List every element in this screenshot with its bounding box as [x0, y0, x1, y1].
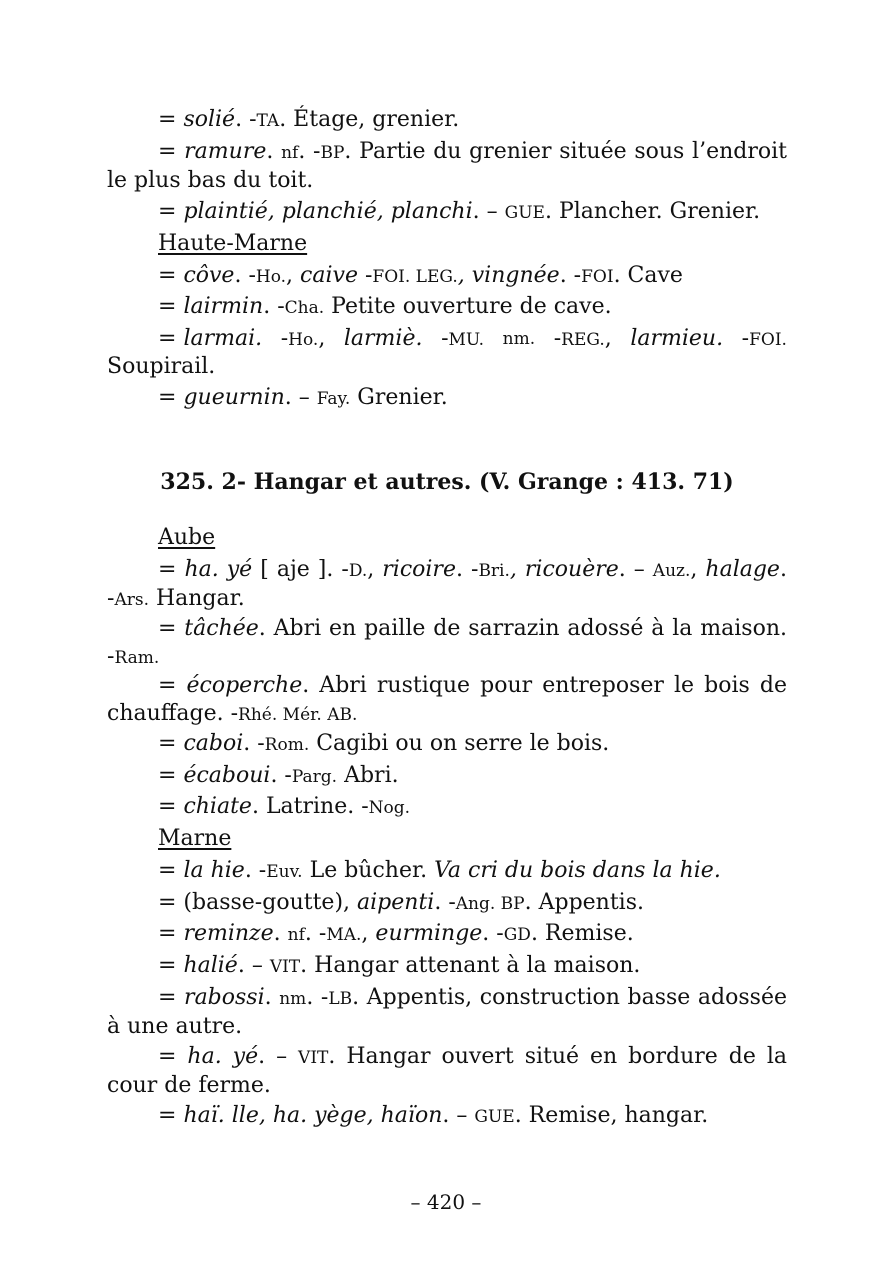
page-number: – 420 – [410, 1190, 482, 1214]
text: = [158, 326, 184, 351]
text: - [280, 326, 289, 351]
text: , [361, 921, 376, 946]
definition: . Remise. [530, 921, 634, 946]
definition: . Partie du grenier située sous l’endroit le plus bas du toit. [107, 139, 787, 193]
locality-abbrev: Bri. [478, 561, 510, 581]
text: = [158, 953, 184, 978]
gender-abbrev: nm [279, 989, 307, 1009]
example-sentence: Va cri du bois dans la hie. [434, 858, 721, 883]
region-heading-marne [107, 825, 787, 853]
text: . – [284, 385, 317, 410]
text: = [158, 1044, 188, 1069]
definition: Grenier. [350, 385, 448, 410]
locality-abbrev: Nog. [368, 798, 411, 818]
text: = [158, 616, 185, 641]
definition: . Appentis, construction basse adossée à une autre. [107, 985, 787, 1039]
locality-abbrev: Parg. [291, 767, 338, 787]
definition: Soupirail. [107, 354, 216, 379]
definition: . Étage, grenier. [279, 107, 460, 132]
dialect-word: larmai. [183, 326, 263, 351]
dialect-word: ha. yé [187, 1044, 259, 1069]
entry-haille [107, 1102, 787, 1131]
text: = [158, 1103, 184, 1128]
text: = [158, 794, 184, 819]
dialect-word: solié [183, 107, 236, 132]
dialect-word: plaintié, planchié, planchi [183, 199, 473, 224]
definition: . Plancher. Grenier. [544, 199, 761, 224]
locality-abbrev: Rom. [264, 735, 310, 755]
locality-abbrev: MA. [326, 925, 362, 945]
text: , [367, 557, 383, 582]
text: . [273, 921, 288, 946]
text: . - [234, 263, 256, 288]
locality-abbrev: GD [503, 925, 531, 945]
dialect-word: ha. yé [184, 557, 253, 582]
text: . [266, 139, 282, 164]
entry-gueurnin [107, 384, 787, 413]
text: , [318, 326, 326, 351]
entry-tachee [107, 615, 787, 672]
text: . – [237, 953, 270, 978]
region-name: Haute-Marne [158, 231, 308, 256]
text: = [158, 107, 184, 132]
locality-abbrev: Ho. [255, 267, 287, 287]
definition: . Cave [613, 263, 683, 288]
dialect-word: caboi [183, 731, 244, 756]
dialect-word: halage [705, 557, 780, 582]
text: . [264, 985, 280, 1010]
locality-abbrev: Fay. [316, 389, 351, 409]
entry-ecoperche [107, 672, 787, 729]
entry-ha-ye-vit [107, 1043, 787, 1100]
text: = [158, 858, 184, 883]
dialect-word: chiate [183, 794, 252, 819]
text: . - [482, 921, 504, 946]
entry-aipenti [107, 889, 787, 918]
dialect-word: larmieu. [630, 326, 724, 351]
locality-abbrev: GUE [504, 203, 545, 223]
phonetic: [ aje ]. - [252, 557, 349, 582]
locality-abbrev: MU. [448, 330, 485, 350]
text: . - [107, 557, 787, 611]
definition: . Hangar attenant à la maison. [300, 953, 641, 978]
text: . - [455, 557, 479, 582]
entry-la-hie [107, 857, 787, 886]
text: = [158, 557, 185, 582]
text: = [158, 763, 184, 788]
text: . - [304, 921, 327, 946]
locality-abbrev: Ars. [114, 590, 149, 610]
entry-chiate [107, 793, 787, 822]
locality-abbrev: VIT [269, 957, 301, 977]
text: . - [434, 890, 456, 915]
entry-ha-ye [107, 556, 787, 614]
text: , [457, 263, 472, 288]
definition: . Appentis. [524, 890, 644, 915]
dialect-word: , ricouère [509, 557, 619, 582]
entry-plaintie [107, 198, 787, 227]
definition: . Abri rustique pour entreposer le bois de chauffage. - [107, 673, 787, 726]
text: = [158, 294, 184, 319]
entry-reminze [107, 920, 787, 949]
definition: . Abri en paille de sarrazin adossé à la maison. - [107, 616, 787, 669]
locality-abbrev: Cha. [284, 298, 325, 318]
definition: Petite ouverture de cave. [324, 294, 612, 319]
definition: . Hangar ouvert situé en bordure de la cour de ferme. [107, 1044, 787, 1098]
region-name: Marne [158, 826, 232, 851]
gender-abbrev: nf [281, 143, 299, 163]
entry-larmai [107, 325, 787, 354]
text: = [158, 385, 184, 410]
dialect-word: vingnée [471, 263, 560, 288]
text: . - [298, 139, 321, 164]
locality-abbrev: FOI [581, 267, 614, 287]
definition: Hangar. [148, 586, 245, 611]
dialect-word: reminze [183, 921, 274, 946]
text: . - [270, 763, 292, 788]
locality-abbrev: LB [328, 989, 353, 1009]
text: . - [559, 263, 582, 288]
text: . – [472, 199, 505, 224]
text: = [158, 731, 184, 756]
locality-abbrev: BP [320, 143, 345, 163]
dialect-word: écaboui [183, 763, 271, 788]
dialect-word: écoperche [186, 673, 303, 698]
text: . – [442, 1103, 475, 1128]
text: = [158, 139, 185, 164]
dialect-word: rabossi [184, 985, 265, 1010]
entry-ecaboui [107, 762, 787, 791]
locality-abbrev: VIT [298, 1048, 329, 1068]
dialect-word: gueurnin [183, 385, 285, 410]
gender-abbrev: nm. [502, 329, 536, 349]
region-heading-aube [107, 524, 787, 552]
definition: Le bûcher. [302, 858, 435, 883]
dialect-word: la hie [183, 858, 245, 883]
locality-abbrev: FOI. [749, 330, 787, 350]
locality-abbrev: REG. [561, 330, 605, 350]
section-heading: 325. 2- Hangar et autres. (V. Grange : 413. 71) [160, 469, 734, 495]
dialect-word: haï. lle, ha. yège, haïon [183, 1103, 443, 1128]
entry-rabossi [107, 984, 787, 1041]
text: , [690, 557, 706, 582]
region-name: Aube [158, 525, 216, 550]
locality-abbrev: GUE [474, 1107, 515, 1127]
definition: Abri. [337, 763, 399, 788]
text: = [158, 673, 187, 698]
dialect-word: ramure [184, 139, 267, 164]
entry-halie [107, 952, 787, 981]
dialect-word: ricoire [382, 557, 456, 582]
locality-abbrev: Euv. [266, 862, 303, 882]
text: - [357, 263, 373, 288]
dialect-word: côve [183, 263, 235, 288]
locality-abbrev: Ho. [288, 330, 319, 350]
locality-abbrev: Rhé. Mér. AB. [238, 705, 358, 725]
locality-abbrev: Auz. [652, 561, 691, 581]
text: = (basse-goutte), [158, 890, 358, 915]
text: = [158, 199, 184, 224]
text: = [158, 921, 184, 946]
dialect-word: larmiè. [343, 326, 423, 351]
text: , [604, 326, 612, 351]
text: . – [618, 557, 653, 582]
text: - [553, 326, 562, 351]
text: , [286, 263, 301, 288]
entry-lairmin [107, 293, 787, 322]
entry-cove [107, 262, 787, 291]
text: . - [244, 858, 267, 883]
dialect-word: eurminge [375, 921, 483, 946]
locality-abbrev: Ang. BP [455, 894, 525, 914]
entry-ramure [107, 138, 787, 195]
text: - [741, 326, 750, 351]
text: = [158, 263, 184, 288]
dialect-word: lairmin [183, 294, 264, 319]
text: . - [306, 985, 329, 1010]
text: . – [258, 1044, 299, 1069]
definition: . Latrine. - [251, 794, 369, 819]
gender-abbrev: nf [287, 925, 305, 945]
text: . - [235, 107, 257, 132]
dialect-word: halié [183, 953, 238, 978]
definition: . Remise, hangar. [514, 1103, 709, 1128]
text: . - [243, 731, 265, 756]
definition: Cagibi ou on serre le bois. [309, 731, 610, 756]
text: . - [263, 294, 285, 319]
region-heading-haute-marne [107, 230, 787, 258]
locality-abbrev: D. [348, 561, 368, 581]
text: - [441, 326, 449, 351]
dialect-word: tâchée [184, 616, 259, 641]
entry-larmai-continued [107, 353, 787, 381]
dialect-word: aipenti [357, 890, 435, 915]
dialect-word: caive [300, 263, 358, 288]
entry-caboi [107, 730, 787, 759]
locality-abbrev: Ram. [114, 648, 160, 668]
text: = [158, 985, 185, 1010]
locality-abbrev: TA [256, 111, 280, 131]
locality-abbrev: FOI. LEG. [372, 267, 458, 287]
entry-solie [107, 106, 787, 135]
